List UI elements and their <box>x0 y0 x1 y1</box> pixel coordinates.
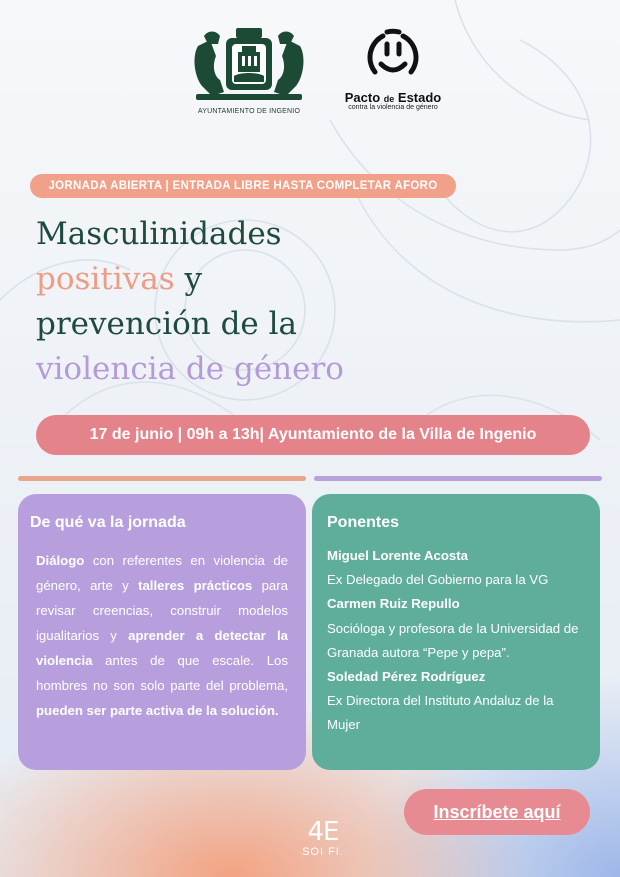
title-line-1: Masculinidades <box>36 216 282 252</box>
about-text-1: con referentes en violencia de género, arte y <box>36 553 288 593</box>
pacto-word: Pacto <box>344 90 381 105</box>
about-bold-3: aprender a detectar la violencia <box>36 628 288 668</box>
title-line-2 <box>36 257 344 302</box>
divider-right <box>314 476 602 481</box>
about-text-2: para revisar creencias, construir modelos igualitarios y <box>36 578 288 643</box>
title-y: y <box>174 261 202 297</box>
title-line-3: prevención de la <box>36 306 298 342</box>
pacto-de-word: de <box>383 94 395 104</box>
divider-left <box>18 476 306 481</box>
4e-logo <box>296 818 350 858</box>
about-heading: De qué va la jornada <box>30 514 186 531</box>
pacto-title <box>338 90 448 105</box>
register-button[interactable]: Inscríbete aquí <box>404 789 590 835</box>
speakers-list <box>327 544 585 738</box>
speakers-heading: Ponentes <box>327 514 400 531</box>
speaker-name: Soledad Pérez Rodríguez <box>327 669 486 685</box>
smile-circle-icon <box>361 28 425 84</box>
4e-logo-sub: SOI FI. <box>302 846 344 858</box>
about-bold-2: talleres prácticos <box>138 578 253 593</box>
ayuntamiento-caption: AYUNTAMIENTO DE INGENIO <box>197 108 301 115</box>
title-positivas: positivas <box>36 261 175 297</box>
speaker-role: Ex Directora del Instituto Andaluz de la Mujer <box>327 693 554 733</box>
coat-of-arms-icon <box>190 26 308 102</box>
speaker-role: Ex Delegado del Gobierno para la VG <box>327 572 549 588</box>
speaker-name: Carmen Ruiz Repullo <box>327 596 460 612</box>
estado-word: Estado <box>397 90 442 105</box>
pacto-subtitle: contra la violencia de género <box>348 104 438 111</box>
title-line-4: violencia de género <box>36 351 344 387</box>
speaker-name: Miguel Lorente Acosta <box>327 548 468 563</box>
date-location-bar: 17 de junio | 09h a 13h| Ayuntamiento de la Villa de Ingenio <box>36 415 590 455</box>
about-card <box>18 494 306 770</box>
about-text-3: antes de que escale. Los hombres no son solo parte del problema, <box>36 653 288 693</box>
event-title <box>36 212 344 392</box>
4e-logo-mark: 4E <box>307 817 339 847</box>
speaker-role: Socióloga y profesora de la Universidad de Granada autora “Pepe y pepa”. <box>327 620 579 660</box>
speakers-card <box>312 494 600 770</box>
about-text <box>36 548 288 723</box>
open-event-banner: JORNADA ABIERTA | ENTRADA LIBRE HASTA COMPLETAR AFORO <box>30 174 456 198</box>
pacto-de-estado-logo <box>338 28 448 111</box>
about-bold-1: Diálogo <box>36 553 85 568</box>
about-bold-4: pueden ser parte activa de la solución. <box>36 703 279 718</box>
ayuntamiento-logo <box>188 26 310 115</box>
